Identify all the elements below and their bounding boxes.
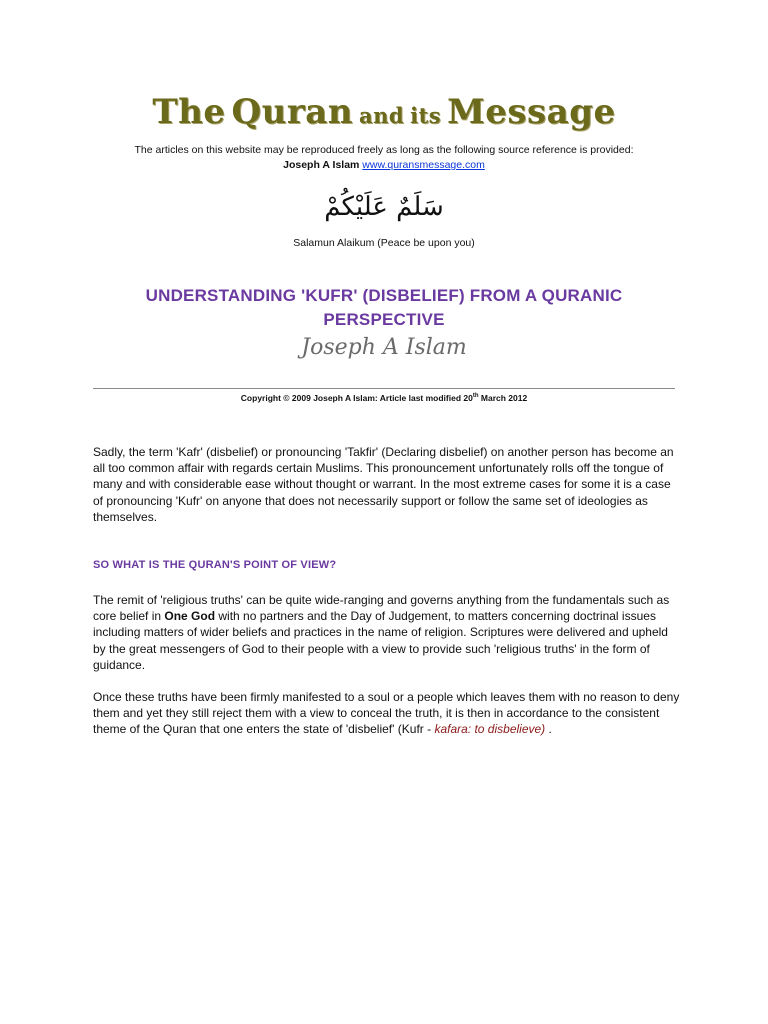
author-signature: Joseph A Islam [301,335,467,360]
masthead-word: and [359,103,405,128]
paragraph-text: The remit of 'religious truths' can be quite wide-ranging and governs anything from the fundamentals such as core belief in [93,593,670,624]
masthead-word: Quran [231,92,354,132]
header-divider [93,388,675,389]
paragraph-text: Once these truths have been firmly manifested to a soul or a people which leaves them with no reason to deny them and yet they still reject them with a view to conceal the truth, it is then in accordance to the consistent theme of the Quran that one enters the state of 'disbelief' (Kufr - [93,690,680,737]
article-title: UNDERSTANDING 'KUFR' (DISBELIEF) FROM A QURANIC PERSPECTIVE [145,286,623,329]
paragraph-intro: Sadly, the term 'Kafr' (disbelief) or pronouncing 'Takfir' (Declaring disbelief) on another person has become an all too common affair with regards certain Muslims. This pronouncement unfortunately rolls off the tongue of many and with considerable ease without thought or warrant. In the most extreme cases for some it is a case of pronouncing 'Kufr' on anyone that does not necessarily support or follow the same set of ideologies as themselves. [93,445,674,524]
reproduction-notice [0,143,768,173]
masthead-word: its [410,103,442,128]
copyright-date: March 2012 [478,393,528,403]
notice-author: Joseph A Islam [283,159,360,171]
copyright-ordinal: th [472,393,479,400]
paragraph-religious-truths [93,592,683,673]
site-masthead-logo [0,92,768,132]
notice-text: The articles on this website may be reproduced freely as long as the following source reference is provided: [134,144,634,156]
masthead-word: The [152,92,226,132]
greeting-translation: Salamun Alaikum (Peace be upon you) [293,237,475,249]
emphasis-text: One God [164,609,216,624]
paragraph-text: . [545,722,552,737]
definition-text: kafara: to disbelieve) [434,722,546,737]
arabic-greeting: سَلَمٌ عَلَيْكُمْ [324,192,444,222]
copyright-text: Copyright © 2009 Joseph A Islam: Article last modified 20 [240,393,473,403]
section-heading: SO WHAT IS THE QURAN'S POINT OF VIEW? [93,559,337,571]
paragraph-disbelief [93,689,683,738]
copyright-line [0,393,768,403]
masthead-word: Message [447,92,616,132]
website-link[interactable]: www.quransmessage.com [362,159,485,171]
paragraph-text: with no partners and the Day of Judgement, to matters concerning doctrinal issues including matters of wider beliefs and practices in the name of religion. Scriptures were delivered and upheld by the great messengers of God to their people with a view to provide such 'religious truths' in the form of guidance. [93,609,668,672]
